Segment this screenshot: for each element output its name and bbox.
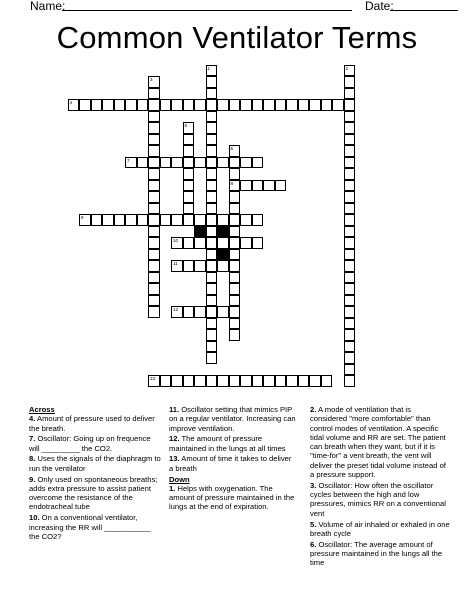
clue-text: Only used on spontaneous breaths; adds extra pressure to assist patient overcome the resistance of the endotracheal tube	[29, 474, 158, 512]
grid-cell[interactable]	[160, 214, 172, 226]
grid-cell[interactable]	[194, 306, 206, 318]
grid-cell[interactable]	[344, 329, 356, 341]
clue-item	[310, 520, 450, 539]
grid-cell[interactable]	[332, 99, 344, 111]
grid-cell[interactable]	[240, 214, 252, 226]
grid-cell[interactable]	[206, 272, 218, 284]
grid-cell[interactable]	[229, 168, 241, 180]
grid-cell[interactable]	[206, 214, 218, 226]
grid-cell[interactable]	[240, 157, 252, 169]
clue-num: 10.	[29, 513, 40, 523]
grid-cell[interactable]	[148, 168, 160, 180]
grid-cell[interactable]	[344, 237, 356, 249]
grid-cell[interactable]	[229, 272, 241, 284]
grid-cell[interactable]	[240, 237, 252, 249]
clue-num: 1.	[169, 483, 176, 493]
grid-cell[interactable]	[229, 203, 241, 215]
grid-cell[interactable]	[206, 226, 218, 238]
grid-cell[interactable]	[252, 375, 264, 387]
grid-cell[interactable]	[148, 260, 160, 272]
grid-cell[interactable]	[183, 180, 195, 192]
grid-cell[interactable]	[240, 99, 252, 111]
grid-cell[interactable]	[252, 180, 264, 192]
grid-cell[interactable]	[344, 168, 356, 180]
grid-cell[interactable]	[229, 99, 241, 111]
grid-cell[interactable]	[344, 226, 356, 238]
grid-cell[interactable]	[217, 375, 229, 387]
grid-cell[interactable]	[183, 237, 195, 249]
grid-cell[interactable]	[171, 99, 183, 111]
grid-cell[interactable]	[217, 237, 229, 249]
clue-item	[29, 454, 161, 473]
grid-cell[interactable]	[194, 237, 206, 249]
clues-col-1	[29, 405, 161, 543]
grid-cell[interactable]	[148, 226, 160, 238]
grid-cell[interactable]	[160, 157, 172, 169]
grid-cell[interactable]	[344, 364, 356, 376]
name-label: Name:	[30, 0, 66, 13]
grid-cell[interactable]	[183, 203, 195, 215]
grid-cell[interactable]	[229, 306, 241, 318]
grid-cell[interactable]	[148, 157, 160, 169]
grid-cell[interactable]	[206, 191, 218, 203]
grid-cell[interactable]	[344, 134, 356, 146]
grid-cell[interactable]	[206, 203, 218, 215]
clue-number: 5	[184, 123, 188, 128]
grid-cell[interactable]	[183, 122, 195, 134]
grid-cell[interactable]	[298, 99, 310, 111]
grid-cell[interactable]	[148, 375, 160, 387]
grid-cell[interactable]	[125, 214, 137, 226]
grid-cell[interactable]	[217, 306, 229, 318]
grid-cell[interactable]	[183, 168, 195, 180]
clue-text: On a conventional ventilator, increasing the RR will ___________ the CO2?	[29, 513, 151, 541]
grid-cell[interactable]	[344, 191, 356, 203]
grid-cell[interactable]	[252, 99, 264, 111]
grid-cell[interactable]	[206, 375, 218, 387]
grid-cell[interactable]	[263, 99, 275, 111]
grid-cell[interactable]	[229, 237, 241, 249]
grid-cell[interactable]	[148, 214, 160, 226]
clue-item	[169, 405, 297, 433]
clue-text: Oscillator: The average amount of pressure maintained in the lungs all the time	[310, 539, 443, 568]
grid-cell[interactable]	[183, 191, 195, 203]
grid-cell[interactable]	[206, 249, 218, 261]
grid-cell[interactable]	[148, 237, 160, 249]
grid-cell[interactable]	[217, 214, 229, 226]
grid-cell[interactable]	[206, 237, 218, 249]
clue-num: 8.	[29, 454, 36, 464]
grid-cell[interactable]	[137, 214, 149, 226]
grid-cell[interactable]	[344, 203, 356, 215]
grid-cell[interactable]	[229, 157, 241, 169]
grid-cell[interactable]	[68, 99, 80, 111]
clue-item	[29, 414, 161, 433]
grid-cell[interactable]	[79, 214, 91, 226]
clue-item	[169, 484, 297, 512]
grid-cell[interactable]	[229, 226, 241, 238]
grid-cell[interactable]	[148, 249, 160, 261]
clue-number: 10	[173, 238, 179, 243]
grid-cell[interactable]	[148, 295, 160, 307]
grid-cell[interactable]	[344, 214, 356, 226]
grid-cell[interactable]	[321, 375, 333, 387]
grid-cell[interactable]	[148, 191, 160, 203]
grid-cell[interactable]	[206, 283, 218, 295]
black-square	[217, 249, 229, 261]
clue-text: Helps with oxygenation. The amount of pressure maintained in the lungs at the end of expiration.	[169, 483, 295, 512]
clue-item	[310, 405, 450, 479]
grid-cell[interactable]	[148, 134, 160, 146]
grid-cell[interactable]	[229, 260, 241, 272]
grid-cell[interactable]	[206, 157, 218, 169]
grid-cell[interactable]	[102, 214, 114, 226]
clue-text: Oscillator: Going up on frequence will _________ the CO2.	[29, 434, 151, 453]
grid-cell[interactable]	[344, 76, 356, 88]
grid-cell[interactable]	[309, 375, 321, 387]
date-field[interactable]	[390, 10, 458, 11]
grid-cell[interactable]	[148, 283, 160, 295]
clue-text: Amount of pressure used to deliver the breath.	[29, 414, 155, 433]
grid-cell[interactable]	[171, 237, 183, 249]
grid-cell[interactable]	[206, 306, 218, 318]
clue-item	[310, 481, 450, 518]
grid-cell[interactable]	[344, 295, 356, 307]
grid-cell[interactable]	[344, 375, 356, 387]
grid-cell[interactable]	[114, 99, 126, 111]
grid-cell[interactable]	[183, 134, 195, 146]
grid-cell[interactable]	[148, 145, 160, 157]
grid-cell[interactable]	[114, 214, 126, 226]
grid-cell[interactable]	[217, 260, 229, 272]
clue-num: 2.	[310, 405, 317, 414]
clue-text: The amount of pressure maintained in the lungs at all times	[169, 434, 286, 453]
grid-cell[interactable]	[171, 157, 183, 169]
grid-cell[interactable]	[79, 99, 91, 111]
clue-text: Uses the signals of the diaphragm to run the ventilator	[29, 454, 161, 473]
grid-cell[interactable]	[275, 375, 287, 387]
grid-cell[interactable]	[137, 99, 149, 111]
clue-num: 3.	[310, 480, 317, 490]
grid-cell[interactable]	[252, 157, 264, 169]
clue-item	[29, 513, 161, 541]
clue-number: 2	[345, 65, 349, 71]
grid-cell[interactable]	[148, 306, 160, 318]
grid-cell[interactable]	[344, 145, 356, 157]
clue-num: 6.	[310, 539, 317, 549]
grid-cell[interactable]	[206, 99, 218, 111]
date-label: Date:	[365, 0, 394, 13]
grid-cell[interactable]	[183, 214, 195, 226]
clue-number: 11	[173, 261, 178, 266]
grid-cell[interactable]	[275, 180, 287, 192]
grid-cell[interactable]	[321, 99, 333, 111]
black-square	[217, 226, 229, 238]
across-heading: Across	[29, 405, 55, 414]
clue-number: 8	[230, 180, 234, 186]
grid-cell[interactable]	[344, 249, 356, 261]
grid-cell[interactable]	[263, 375, 275, 387]
grid-cell[interactable]	[194, 157, 206, 169]
grid-cell[interactable]	[206, 295, 218, 307]
clue-text: Oscillator: How often the oscillator cycles between the high and low pressures, mimics RR on a conventional vent	[310, 480, 446, 518]
grid-cell[interactable]	[206, 111, 218, 123]
clue-num: 4.	[29, 414, 36, 424]
clue-text: Volume of air inhaled or exhaled in one breath cycle	[310, 519, 450, 538]
grid-cell[interactable]	[148, 122, 160, 134]
grid-cell[interactable]	[91, 99, 103, 111]
grid-cell[interactable]	[240, 375, 252, 387]
grid-cell[interactable]	[206, 352, 218, 364]
clue-item	[169, 434, 297, 453]
grid-cell[interactable]	[148, 272, 160, 284]
grid-cell[interactable]	[229, 145, 241, 157]
grid-cell[interactable]	[217, 157, 229, 169]
black-square	[194, 226, 206, 238]
grid-cell[interactable]	[298, 375, 310, 387]
grid-cell[interactable]	[344, 283, 356, 295]
grid-cell[interactable]	[229, 295, 241, 307]
clue-number: 7	[127, 157, 130, 163]
grid-cell[interactable]	[344, 99, 356, 111]
grid-cell[interactable]	[344, 306, 356, 318]
clue-number: 12	[173, 307, 179, 312]
grid-cell[interactable]	[148, 203, 160, 215]
grid-cell[interactable]	[344, 272, 356, 284]
grid-cell[interactable]	[194, 260, 206, 272]
grid-cell[interactable]	[206, 122, 218, 134]
grid-cell[interactable]	[344, 111, 356, 123]
grid-cell[interactable]	[309, 99, 321, 111]
grid-cell[interactable]	[160, 99, 172, 111]
grid-cell[interactable]	[183, 99, 195, 111]
grid-cell[interactable]	[206, 341, 218, 353]
clue-item	[169, 454, 297, 473]
grid-cell[interactable]	[344, 157, 356, 169]
grid-cell[interactable]	[148, 88, 160, 100]
clue-text: Oscillator setting that mimics PIP on a regular ventilator. Increasing can improve ventilation.	[169, 405, 296, 433]
grid-cell[interactable]	[194, 375, 206, 387]
grid-cell[interactable]	[206, 134, 218, 146]
grid-cell[interactable]	[229, 375, 241, 387]
grid-cell[interactable]	[137, 157, 149, 169]
clue-number: 6	[230, 146, 234, 151]
grid-cell[interactable]	[229, 191, 241, 203]
grid-cell[interactable]	[148, 99, 160, 111]
grid-cell[interactable]	[229, 283, 241, 295]
clue-num: 9.	[29, 474, 36, 484]
clue-item	[29, 475, 161, 512]
grid-cell[interactable]	[102, 99, 114, 111]
clues-col-2	[169, 405, 297, 513]
clue-number: 9	[81, 215, 84, 220]
grid-cell[interactable]	[183, 260, 195, 272]
clue-num: 5.	[310, 519, 317, 529]
grid-cell[interactable]	[171, 214, 183, 226]
grid-cell[interactable]	[206, 88, 218, 100]
clue-number: 1	[207, 65, 211, 71]
grid-cell[interactable]	[344, 88, 356, 100]
grid-cell[interactable]	[286, 99, 298, 111]
clue-text: A mode of ventilation that is considered "more comfortable" than control modes of ventilation. A specific tidal volume and RR are set. The patient can breath when they want, but if it is "time-for" a vent breath, the vent will deliver the preset tidal volume instead of a pressure support.	[310, 405, 446, 480]
clue-num: 13.	[169, 454, 180, 464]
grid-cell[interactable]	[206, 180, 218, 192]
grid-cell[interactable]	[344, 260, 356, 272]
grid-cell[interactable]	[91, 214, 103, 226]
grid-cell[interactable]	[263, 180, 275, 192]
clue-item	[310, 540, 450, 568]
grid-cell[interactable]	[344, 180, 356, 192]
grid-cell[interactable]	[194, 99, 206, 111]
down-heading: Down	[169, 474, 190, 484]
grid-cell[interactable]	[206, 65, 218, 77]
grid-cell[interactable]	[125, 99, 137, 111]
grid-cell[interactable]	[252, 214, 264, 226]
grid-cell[interactable]	[171, 375, 183, 387]
grid-cell[interactable]	[206, 168, 218, 180]
grid-cell[interactable]	[206, 260, 218, 272]
grid-cell[interactable]	[344, 341, 356, 353]
clue-num: 7.	[29, 434, 36, 444]
grid-cell[interactable]	[229, 318, 241, 330]
grid-cell[interactable]	[183, 157, 195, 169]
grid-cell[interactable]	[148, 76, 160, 88]
grid-cell[interactable]	[194, 214, 206, 226]
grid-cell[interactable]	[206, 76, 218, 88]
grid-cell[interactable]	[229, 214, 241, 226]
grid-cell[interactable]	[344, 122, 356, 134]
grid-cell[interactable]	[183, 145, 195, 157]
name-field[interactable]	[62, 10, 352, 11]
clue-number: 4	[69, 100, 73, 105]
grid-cell[interactable]	[252, 237, 264, 249]
grid-cell[interactable]	[229, 249, 241, 261]
grid-cell[interactable]	[344, 318, 356, 330]
grid-cell[interactable]	[217, 99, 229, 111]
grid-cell[interactable]	[206, 145, 218, 157]
clue-text: Amount of time it takes to deliver a breath	[169, 454, 292, 473]
grid-cell[interactable]	[240, 180, 252, 192]
clue-num: 11.	[169, 405, 180, 414]
grid-cell[interactable]	[148, 180, 160, 192]
grid-cell[interactable]	[160, 375, 172, 387]
grid-cell[interactable]	[183, 375, 195, 387]
grid-cell[interactable]	[229, 329, 241, 341]
grid-cell[interactable]	[171, 306, 183, 318]
grid-cell[interactable]	[148, 111, 160, 123]
grid-cell[interactable]	[206, 318, 218, 330]
clues-col-3	[310, 405, 450, 569]
grid-cell[interactable]	[286, 375, 298, 387]
grid-cell[interactable]	[275, 99, 287, 111]
grid-cell[interactable]	[206, 329, 218, 341]
page-title: Common Ventilator Terms	[56, 20, 418, 55]
clue-num: 12.	[169, 434, 180, 444]
clue-number: 13	[150, 376, 156, 381]
clue-item	[29, 434, 161, 453]
grid-cell[interactable]	[183, 306, 195, 318]
grid-cell[interactable]	[171, 260, 183, 272]
clue-number: 3	[150, 77, 153, 82]
grid-cell[interactable]	[229, 180, 241, 192]
grid-cell[interactable]	[344, 352, 356, 364]
grid-cell[interactable]	[125, 157, 137, 169]
grid-cell[interactable]	[344, 65, 356, 77]
